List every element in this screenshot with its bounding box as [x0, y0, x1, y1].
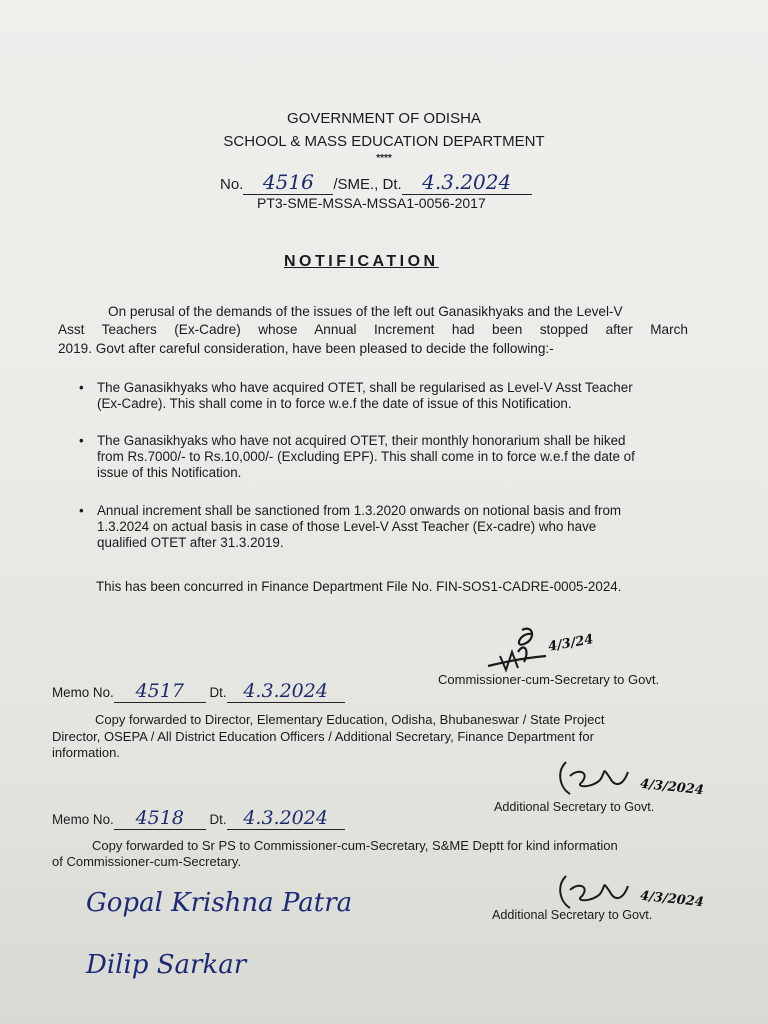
handwritten-name: Gopal Krishna Patra	[86, 888, 353, 918]
bullet-line: (Ex-Cadre). This shall come in to force w.e.f the date of issue of this Notification.	[97, 396, 572, 411]
bullet-item	[79, 433, 635, 481]
no-label: No.	[220, 176, 244, 193]
memo-1-sign-date: 4/3/2024	[639, 776, 705, 799]
bullet-item	[79, 380, 633, 412]
memo-2-line	[52, 807, 345, 830]
memo-2-date: 4.3.2024	[227, 807, 345, 830]
memo-1-text-line: Copy forwarded to Director, Elementary Education, Odisha, Bhubaneswar / State Project	[95, 712, 605, 727]
memo-1-line	[52, 680, 345, 703]
notification-number: 4516	[243, 170, 333, 195]
intro-line-2: Asst Teachers (Ex-Cadre) whose Annual Increment had been stopped after March	[58, 322, 688, 337]
bullet-line: from Rs.7000/- to Rs.10,000/- (Excluding EPF). This shall come in to force w.e.f the date of	[97, 449, 635, 464]
bullet-dot: •	[79, 503, 84, 518]
dt-label: Dt.	[209, 685, 227, 700]
notification-date: 4.3.2024	[402, 170, 532, 195]
bullet-line: qualified OTET after 31.3.2019.	[97, 535, 284, 550]
memo-2-sign-title: Additional Secretary to Govt.	[492, 908, 653, 922]
commissioner-title: Commissioner-cum-Secretary to Govt.	[438, 672, 660, 687]
handwritten-name: Dilip Sarkar	[86, 950, 247, 980]
memo-label: Memo No.	[52, 812, 114, 827]
notification-title: NOTIFICATION	[284, 253, 439, 270]
dt-label: Dt.	[209, 812, 227, 827]
memo-1-date: 4.3.2024	[227, 680, 345, 703]
department-heading: SCHOOL & MASS EDUCATION DEPARTMENT	[223, 133, 545, 150]
memo-label: Memo No.	[52, 685, 114, 700]
bullet-line: The Ganasikhyaks who have acquired OTET, shall be regularised as Level-V Asst Teacher	[97, 380, 633, 395]
intro-line-1: On perusal of the demands of the issues of the left out Ganasikhyaks and the Level-V	[108, 304, 623, 319]
intro-line-3: 2019. Govt after careful consideration, have been pleased to decide the following:-	[58, 341, 554, 356]
sme-label: /SME., Dt.	[333, 176, 402, 193]
bullet-line: issue of this Notification.	[97, 465, 242, 480]
memo-2-number: 4518	[114, 807, 206, 830]
memo-1-number: 4517	[114, 680, 206, 703]
bullet-dot: •	[79, 380, 84, 395]
bullet-line: The Ganasikhyaks who have not acquired OTET, their monthly honorarium shall be hiked	[97, 433, 626, 448]
file-reference: PT3-SME-MSSA-MSSA1-0056-2017	[257, 195, 486, 211]
header-stars: ****	[376, 153, 392, 164]
notification-number-line	[220, 170, 532, 195]
memo-1-text-line: information.	[52, 745, 120, 760]
memo-2-sign-date: 4/3/2024	[639, 888, 705, 911]
bullet-dot: •	[79, 433, 84, 448]
govt-heading: GOVERNMENT OF ODISHA	[287, 110, 481, 127]
memo-1-text-line: Director, OSEPA / All District Education Officers / Additional Secretary, Finance Department for	[52, 729, 594, 744]
memo-1-sign-title: Additional Secretary to Govt.	[494, 800, 655, 814]
concurrence-note: This has been concurred in Finance Department File No. FIN-SOS1-CADRE-0005-2024.	[96, 579, 622, 594]
bullet-line: 1.3.2024 on actual basis in case of those Level-V Asst Teacher (Ex-cadre) who have	[97, 519, 597, 534]
memo-2-text-line: Copy forwarded to Sr PS to Commissioner-cum-Secretary, S&ME Deptt for kind information	[92, 838, 618, 853]
bullet-item	[79, 503, 622, 551]
memo-2-text-line: of Commissioner-cum-Secretary.	[52, 854, 242, 869]
commissioner-signature	[484, 622, 604, 677]
bullet-line: Annual increment shall be sanctioned from 1.3.2020 onwards on notional basis and from	[97, 503, 622, 518]
commissioner-sign-date: 4/3/24	[547, 632, 595, 655]
